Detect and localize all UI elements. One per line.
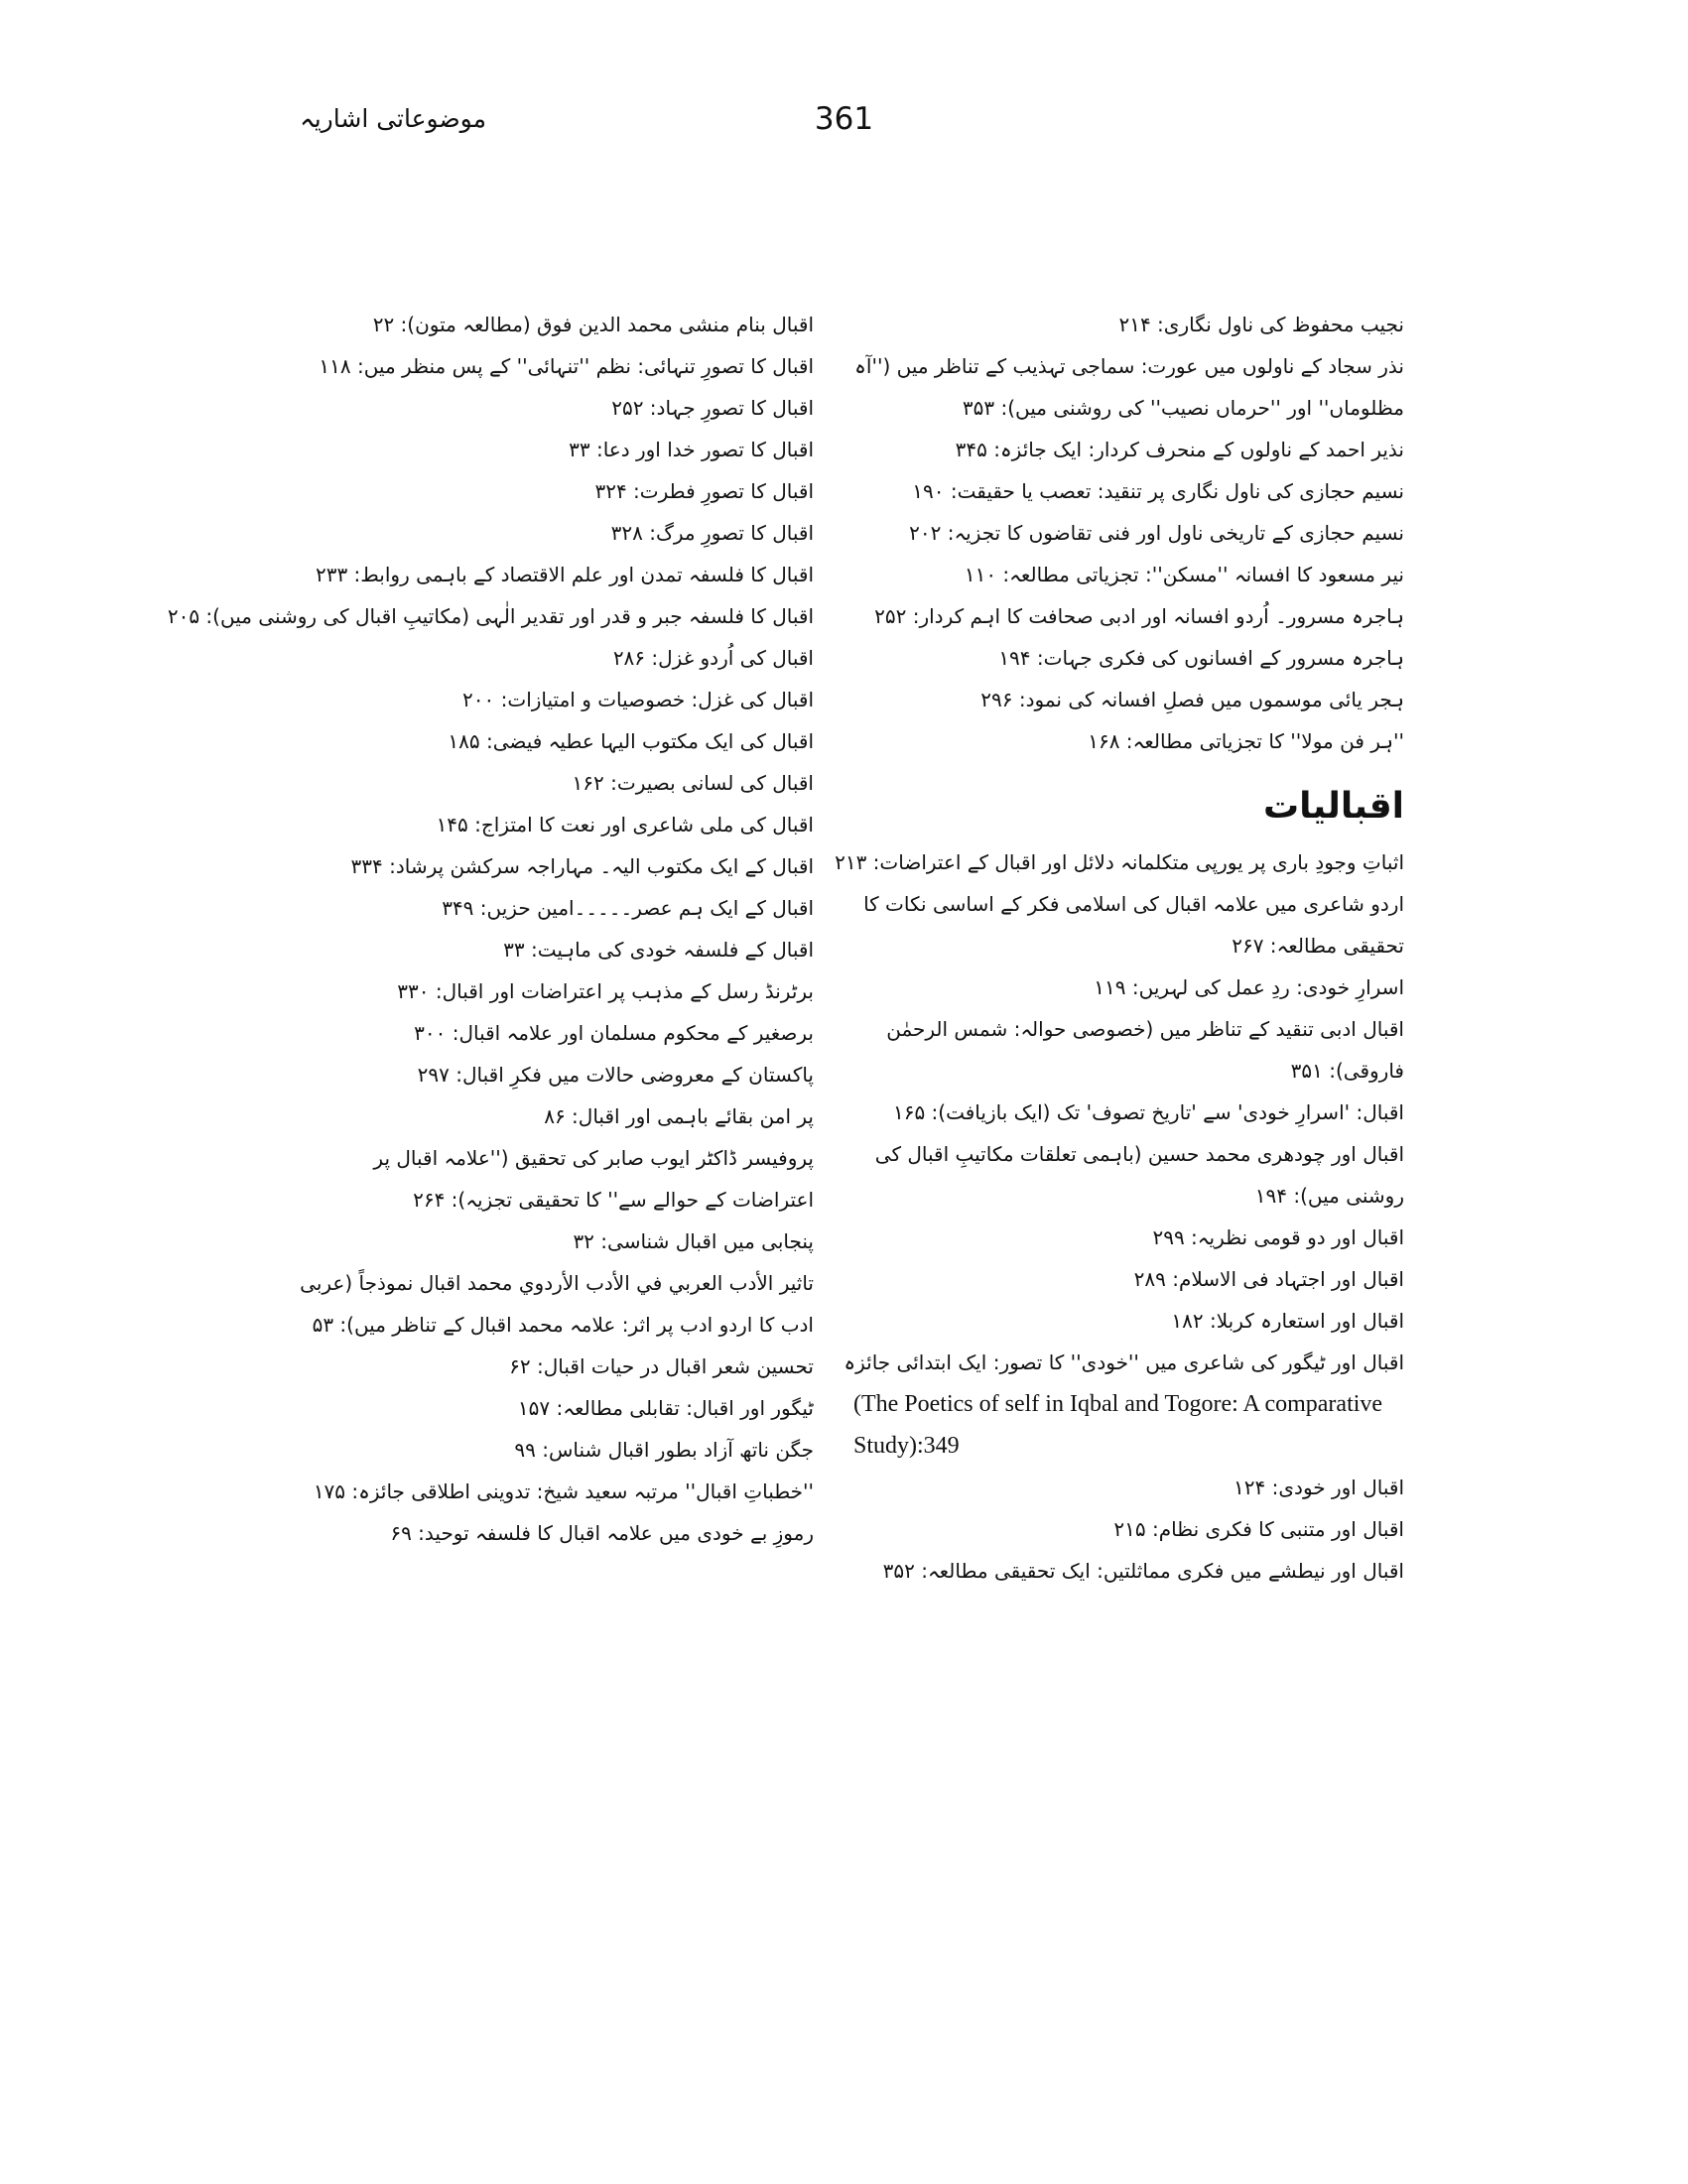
index-entry: اقبال اور چودھری محمد حسین (باہمی تعلقات مکاتیبِ اقبال کی روشنی میں): ۱۹۴ [874, 1142, 1404, 1208]
index-entry: نسیم حجازی کے تاریخی ناول اور فنی تقاضوں کا تجزیہ: ۲۰۲ [909, 521, 1404, 545]
index-entry: نجیب محفوظ کی ناول نگاری: ۲۱۴ [1118, 313, 1404, 336]
index-entry: تحسین شعر اقبال در حیات اقبال: ۶۲ [509, 1354, 814, 1378]
index-entry: نذیر احمد کے ناولوں کے منحرف کردار: ایک جائزہ: ۳۴۵ [955, 438, 1404, 461]
index-entry: اقبال کے ایک مکتوب الیہ۔ مہاراجہ سرکشن پرشاد: ۳۳۴ [350, 854, 814, 878]
index-column-right [835, 304, 1404, 1592]
index-entry: ہاجرہ مسرور کے افسانوں کی فکری جہات: ۱۹۴ [998, 646, 1404, 670]
index-entry: اقبال اور ٹیگور کی شاعری میں ''خودی'' کا تصور: ایک ابتدائی جائزہ [844, 1350, 1404, 1374]
index-entry: اقبال کا تصورِ تنہائی: نظم ''تنہائی'' کے پس منظر میں: ۱۱۸ [319, 354, 814, 378]
index-entry: اقبال اور دو قومی نظریہ: ۲۹۹ [1152, 1225, 1404, 1249]
index-entry: اقبال کا فلسفہ جبر و قدر اور تقدیر الٰہی (مکاتیبِ اقبال کی روشنی میں): ۲۰۵ [167, 604, 814, 628]
index-entry: اقبال کی اُردو غزل: ۲۸۶ [612, 646, 814, 670]
index-entry: اردو شاعری میں علامہ اقبال کی اسلامی فکر کے اساسی نکات کا تحقیقی مطالعہ: ۲۶۷ [863, 892, 1404, 958]
index-entry: اقبال ادبی تنقید کے تناظر میں (خصوصی حوالہ: شمس الرحمٰن فاروقی): ۳۵۱ [886, 1017, 1404, 1083]
index-entry: اقبال کا تصور خدا اور دعا: ۳۳ [569, 438, 814, 461]
index-entry: اقبال کے ایک ہم عصر۔۔۔۔۔امین حزیں: ۳۴۹ [442, 896, 814, 920]
index-entry: اقبال کی غزل: خصوصیات و امتیازات: ۲۰۰ [462, 688, 814, 711]
index-entry: ''خطباتِ اقبال'' مرتبہ سعید شیخ: تدوینی اطلاقی جائزہ: ۱۷۵ [313, 1479, 814, 1503]
index-entry: نذر سجاد کے ناولوں میں عورت: سماجی تہذیب کے تناظر میں (''آہ مظلوماں'' اور ''حرماں نصیب'' کی روشنی میں): ۳۵۳ [854, 354, 1404, 420]
index-entry-english: (The Poetics of self in Iqbal and Togore: A comparative Study):349 [853, 1391, 1383, 1459]
running-title: موضوعاتی اشاریہ [300, 104, 486, 133]
section-heading: اقبالیات [1262, 786, 1404, 827]
index-entry: برصغیر کے محکوم مسلمان اور علامہ اقبال: ۳۰۰ [414, 1021, 814, 1045]
index-entry: تاثیر الأدب العربي في الأدب الأردوي محمد اقبال نموذجاً (عربی ادب کا اردو ادب پر اثر: علامہ محمد اقبال کے تناظر میں): ۵۳ [300, 1271, 814, 1337]
index-entry: اقبال بنام منشی محمد الدین فوق (مطالعہ متون): ۲۲ [372, 313, 814, 336]
page-number: 361 [814, 101, 874, 137]
index-entry: پروفیسر ڈاکٹر ایوب صابر کی تحقیق (''علامہ اقبال پر اعتراضات کے حوالے سے'' کا تحقیقی تجزیہ): ۲۶۴ [373, 1146, 814, 1212]
index-entry: ہاجرہ مسرور۔ اُردو افسانہ اور ادبی صحافت کا اہم کردار: ۲۵۲ [874, 604, 1404, 628]
index-entry: اقبال کا تصورِ جہاد: ۲۵۲ [611, 396, 814, 420]
index-entry: اقبال کا فلسفہ تمدن اور علم الاقتصاد کے باہمی روابط: ۲۳۳ [315, 563, 814, 586]
index-entry: پر امن بقائے باہمی اور اقبال: ۸۶ [544, 1104, 814, 1128]
index-entry: اقبال کا تصورِ فطرت: ۳۲۴ [594, 479, 814, 503]
index-entry: ٹیگور اور اقبال: تقابلی مطالعہ: ۱۵۷ [517, 1396, 814, 1420]
index-entry: اقبال کا تصورِ مرگ: ۳۲۸ [610, 521, 814, 545]
index-entry: اقبال کی لسانی بصیرت: ۱۶۲ [572, 771, 814, 795]
index-entry: نسیم حجازی کی ناول نگاری پر تنقید: تعصب یا حقیقت: ۱۹۰ [912, 479, 1404, 503]
index-entry: اقبال کی ایک مکتوب الیہا عطیہ فیضی: ۱۸۵ [448, 729, 814, 753]
index-entry: اقبال اور نیطشے میں فکری مماثلتیں: ایک تحقیقی مطالعہ: ۳۵۲ [882, 1559, 1404, 1583]
index-entry: اقبال اور اجتہاد فی الاسلام: ۲۸۹ [1133, 1267, 1404, 1291]
index-entry: اقبال اور متنبی کا فکری نظام: ۲۱۵ [1113, 1517, 1404, 1541]
index-entry: اسرارِ خودی: ردِ عمل کی لہریں: ۱۱۹ [1094, 975, 1404, 999]
index-entry: اقبال: 'اسرارِ خودی' سے 'تاریخ تصوف' تک (ایک بازیافت): ۱۶۵ [892, 1100, 1404, 1124]
index-entry: ہجر یائی موسموں میں فصلِ افسانہ کی نمود: ۲۹۶ [980, 688, 1404, 711]
index-entry: اقبال اور استعارہ کربلا: ۱۸۲ [1171, 1309, 1404, 1333]
index-entry: اقبال کے فلسفہ خودی کی ماہیت: ۳۳ [503, 938, 814, 962]
index-entry: نیر مسعود کا افسانہ ''مسکن'': تجزیاتی مطالعہ: ۱۱۰ [964, 563, 1404, 586]
index-entry: رموزِ بے خودی میں علامہ اقبال کا فلسفہ توحید: ۶۹ [390, 1521, 814, 1545]
index-entry: پنجابی میں اقبال شناسی: ۳۲ [573, 1229, 814, 1253]
index-entry: جگن ناتھ آزاد بطور اقبال شناس: ۹۹ [514, 1438, 814, 1462]
index-column-left [167, 304, 814, 1554]
index-entry: اقبال کی ملی شاعری اور نعت کا امتزاج: ۱۴۵ [436, 813, 814, 836]
index-entry: ''ہر فن مولا'' کا تجزیاتی مطالعہ: ۱۶۸ [1088, 729, 1404, 753]
index-entry: اثباتِ وجودِ باری پر یورپی متکلمانہ دلائل اور اقبال کے اعتراضات: ۲۱۳ [835, 850, 1404, 874]
index-entry: برٹرنڈ رسل کے مذہب پر اعتراضات اور اقبال: ۳۳۰ [397, 979, 814, 1003]
index-entry: اقبال اور خودی: ۱۲۴ [1234, 1476, 1404, 1499]
index-entry: پاکستان کے معروضی حالات میں فکرِ اقبال: ۲۹۷ [417, 1063, 814, 1087]
